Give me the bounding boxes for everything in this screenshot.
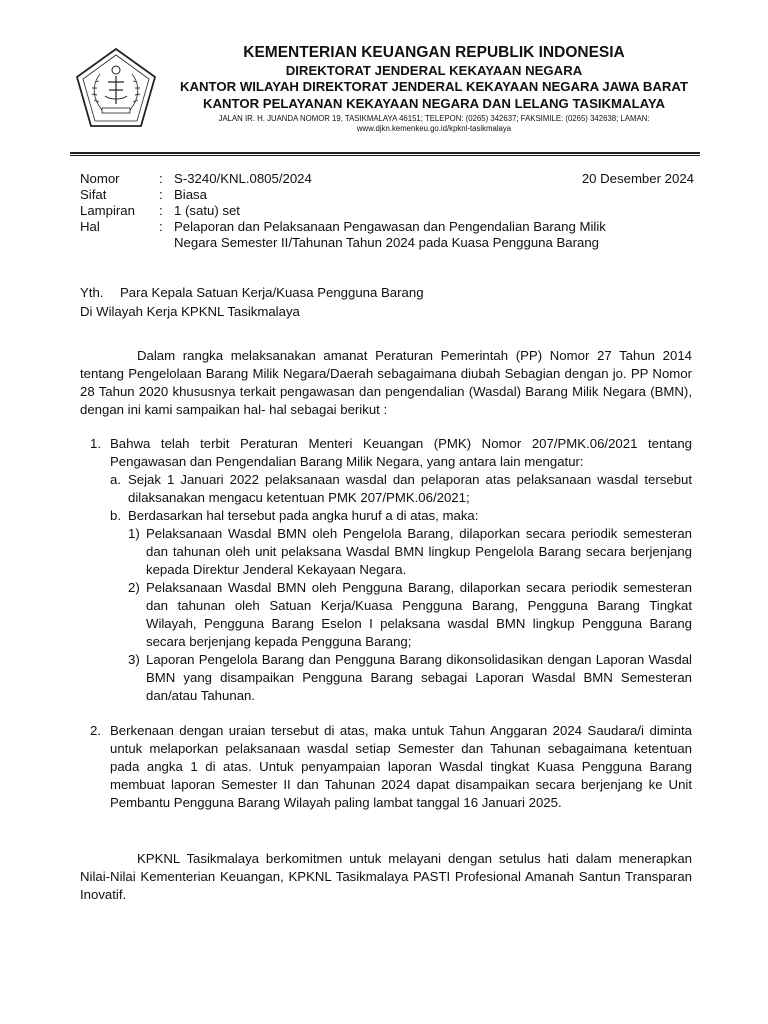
item-text: Bahwa telah terbit Peraturan Menteri Keuangan (PMK) Nomor 207/PMK.06/2021 tentang Pengawasan dan Pengendalian Barang Milik Negara, yang antara lain mengatur: [110,436,692,469]
colon: : [159,171,163,186]
item-text: Pelaksanaan Wasdal BMN oleh Pengelola Barang, dilaporkan secara periodik semesteran dan tahunan oleh unit pelaksana Wasdal BMN lingkup Pengelola Barang secara berjenjang kepada Direktur Jenderal Kekayaan Negara. [146,526,692,577]
nomor-label: Nomor [80,171,120,186]
office-name: KANTOR PELAYANAN KEKAYAAN NEGARA DAN LELANG TASIKMALAYA [202,96,666,111]
numbered-list [80,435,692,812]
lampiran-value: 1 (satu) set [174,203,240,218]
hal-value-line2: Negara Semester II/Tahunan Tahun 2024 pada Kuasa Pengguna Barang [174,235,600,250]
item-number: b. [110,508,121,523]
letterhead-divider [70,152,700,154]
letterhead [170,44,698,134]
item-number: 3) [128,652,140,667]
sifat-value: Biasa [174,187,207,202]
closing-paragraph: KPKNL Tasikmalaya berkomitmen untuk melayani dengan setulus hati dalam menerapkan Nilai-Nilai Kementerian Keuangan, KPKNL Tasikmalaya PASTI Profesional Amanah Santun Transparan Inovatif. [80,851,692,902]
recipient-line1: Para Kepala Satuan Kerja/Kuasa Pengguna Barang [120,285,424,300]
sub-item [110,507,692,525]
item-number: a. [110,472,121,487]
sub-sub-item [128,579,692,651]
lampiran-label: Lampiran [80,203,135,218]
sifat-label: Sifat [80,187,107,202]
opening-paragraph: Dalam rangka melaksanakan amanat Peraturan Pemerintah (PP) Nomor 27 Tahun 2014 tentang Pengelolaan Barang Milik Negara/Daerah sebagaimana diubah Sebagian dengan jo. PP Nomor 28 Tahun 2020 khususnya terkait pengawasan dan pengendalian (Wasdal) Barang Milik Negara (BMN), dengan ini kami sampaikan hal- hal sebagai berikut : [80,348,692,417]
directorate-name: DIREKTORAT JENDERAL KEKAYAAN NEGARA [285,63,583,78]
colon: : [159,219,163,234]
letter-metadata [80,171,696,251]
item-text: Sejak 1 Januari 2022 pelaksanaan wasdal dan pelaporan atas pelaksanaan wasdal tersebut dilaksanakan mengacu ketentuan PMK 207/PMK.06/2021; [128,472,692,505]
colon: : [159,187,163,202]
colon: : [159,203,163,218]
regional-office-name: KANTOR WILAYAH DIREKTORAT JENDERAL KEKAYAAN NEGARA JAWA BARAT [179,79,688,94]
nomor-value: S-3240/KNL.0805/2024 [174,171,312,186]
recipient-line2: Di Wilayah Kerja KPKNL Tasikmalaya [80,304,300,319]
ministry-logo-icon [72,46,160,134]
sub-sub-item [128,525,692,579]
office-website: www.djkn.kemenkeu.go.id/kpknl-tasikmalaya [356,124,512,133]
list-item [80,722,692,812]
item-number: 1) [128,526,140,541]
recipient-block [80,283,424,321]
ministry-name: KEMENTERIAN KEUANGAN REPUBLIK INDONESIA [243,44,625,61]
item-text: Pelaksanaan Wasdal BMN oleh Pengguna Barang, dilaporkan secara periodik semesteran dan tahunan oleh Satuan Kerja/Kuasa Pengguna Barang, Pengguna Barang Tingkat Wilayah, Pengguna Barang Eselon I pelaksana wasdal BMN lingkup Pengguna Barang secara berjenjang kepada Pengguna Barang; [146,580,692,649]
item-number: 2. [90,723,101,738]
sub-sub-item [128,651,692,705]
office-address: JALAN IR. H. JUANDA NOMOR 19, TASIKMALAYA 46151; TELEPON: (0265) 342637; FAKSIMILE: (0265) 342638; LAMAN: [218,114,650,123]
hal-label: Hal [80,219,100,234]
letter-date: 20 Desember 2024 [581,171,694,186]
sub-item [110,471,692,507]
item-number: 1. [90,436,101,451]
item-text: Laporan Pengelola Barang dan Pengguna Barang dikonsolidasikan dengan Laporan Wasdal BMN yang disampaikan Pengguna Barang sebagai Laporan Wasdal BMN Semesteran dan/atau Tahunan. [146,652,692,703]
letterhead-divider-thin [70,155,700,156]
yth-label: Yth. [80,285,104,300]
item-text: Berkenaan dengan uraian tersebut di atas, maka untuk Tahun Anggaran 2024 Saudara/i diminta untuk melaporkan pelaksanaan wasdal setiap Semester dan Tahunan sebagaimana ketentuan pada angka 1 di atas. Untuk penyampaian laporan Wasdal tingkat Kuasa Pengguna Barang membuat laporan Semester II dan Tahunan 2024 dapat disampaikan secara berjenjang ke Unit Pembantu Pengguna Barang Wilayah paling lambat tanggal 16 Januari 2025. [110,723,692,810]
list-item [80,435,692,471]
item-number: 2) [128,580,140,595]
hal-value-line1: Pelaporan dan Pelaksanaan Pengawasan dan Pengendalian Barang Milik [174,219,606,234]
item-text: Berdasarkan hal tersebut pada angka huruf a di atas, maka: [128,508,479,523]
